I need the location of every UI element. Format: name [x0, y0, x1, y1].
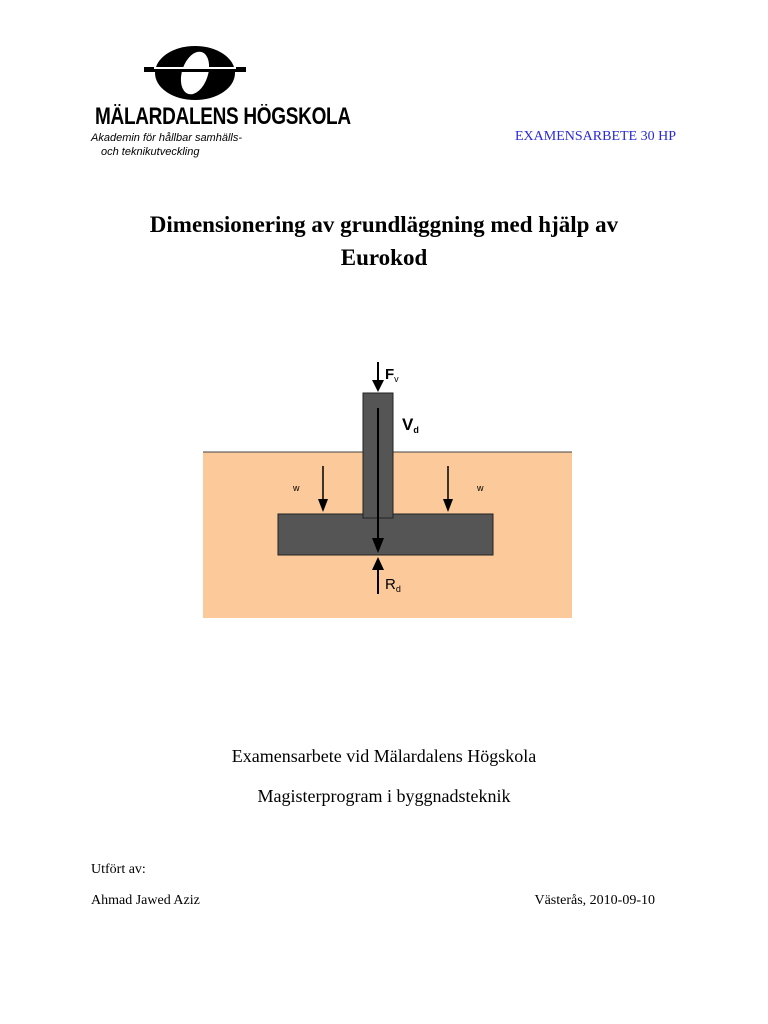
w-right-label: w — [477, 483, 484, 493]
title-line-2: Eurokod — [340, 245, 428, 270]
footing-slab — [278, 514, 493, 555]
author-name: Ahmad Jawed Aziz — [91, 893, 200, 908]
title-line-1: Dimensionering av grundläggning med hjälp av — [149, 212, 619, 237]
vd-label: Vd — [402, 415, 419, 435]
fv-label: $F_v$ — [385, 366, 399, 384]
exam-type: EXAMENSARBETE 30 HP — [514, 129, 676, 144]
academy-line-2: och teknikutveckling — [101, 146, 200, 158]
rd-label: $R_d$ — [385, 576, 401, 594]
w-left-label: w — [293, 483, 300, 493]
thesis-institution: Examensarbete vid Mälardalens Högskola — [231, 746, 537, 766]
program-name: Magisterprogram i byggnadsteknik — [257, 786, 511, 806]
performed-by-label: Utfört av: — [91, 862, 146, 877]
university-name: MÄLARDALENS HÖGSKOLA — [95, 104, 351, 131]
academy-line-1: Akademin för hållbar samhälls- — [91, 132, 243, 144]
place-date: Västerås, 2010-09-10 — [534, 893, 655, 908]
